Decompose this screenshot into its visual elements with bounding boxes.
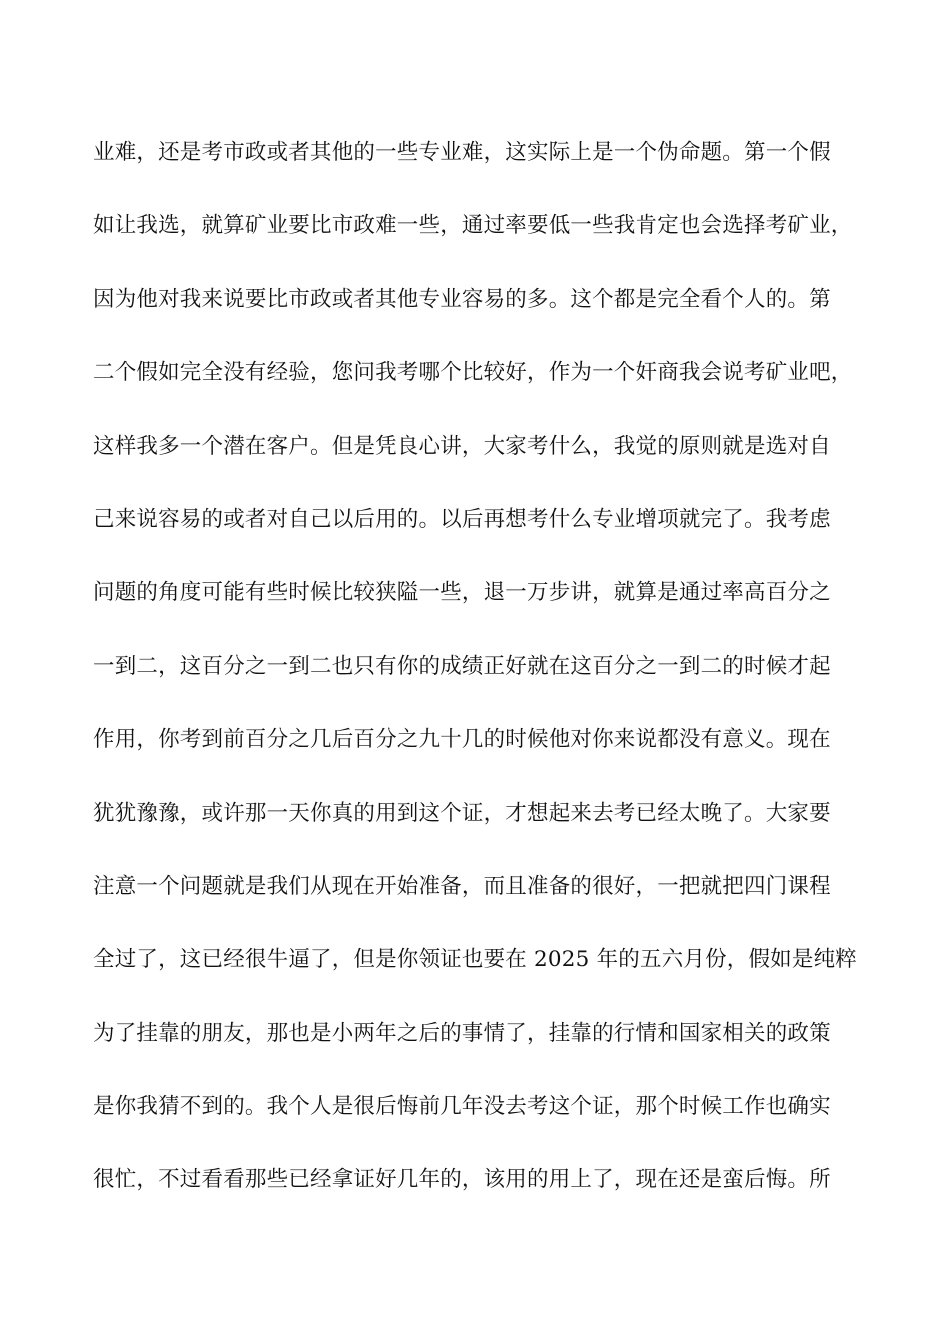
text-line: 注意一个问题就是我们从现在开始准备，而且准备的很好，一把就把四门课程 — [93, 873, 831, 899]
text-line: 业难，还是考市政或者其他的一些专业难，这实际上是一个伪命题。第一个假 — [93, 140, 831, 165]
text-line: 这样我多一个潜在客户。但是凭良心讲，大家考什么，我觉的原则就是选对自 — [93, 433, 831, 459]
text-line: 问题的角度可能有些时候比较狭隘一些，退一万步讲，就算是通过率高百分之 — [93, 580, 831, 606]
text-line: 二个假如完全没有经验，您问我考哪个比较好，作为一个奸商我会说考矿业吧， — [93, 360, 853, 386]
text-line: 己来说容易的或者对自己以后用的。以后再想考什么专业增项就完了。我考虑 — [93, 506, 831, 532]
text-line: 一到二，这百分之一到二也只有你的成绩正好就在这百分之一到二的时候才起 — [93, 653, 831, 679]
text-line: 如让我选，就算矿业要比市政难一些，通过率要低一些我肯定也会选择考矿业， — [93, 213, 853, 239]
text-line: 为了挂靠的朋友，那也是小两年之后的事情了，挂靠的行情和国家相关的政策 — [93, 1020, 831, 1046]
text-line: 作用，你考到前百分之几后百分之九十几的时候他对你来说都没有意义。现在 — [93, 727, 831, 753]
body-text — [93, 133, 863, 1234]
text-line: 很忙，不过看看那些已经拿证好几年的，该用的用上了，现在还是蛮后悔。所 — [93, 1167, 831, 1193]
text-line: 全过了，这已经很牛逼了，但是你领证也要在 2025 年的五六月份，假如是纯粹 — [93, 947, 857, 973]
text-line: 是你我猜不到的。我个人是很后悔前几年没去考这个证，那个时候工作也确实 — [93, 1094, 831, 1120]
text-line: 犹犹豫豫，或许那一天你真的用到这个证，才想起来去考已经太晚了。大家要 — [93, 800, 831, 826]
text-line: 因为他对我来说要比市政或者其他专业容易的多。这个都是完全看个人的。第 — [93, 286, 831, 312]
